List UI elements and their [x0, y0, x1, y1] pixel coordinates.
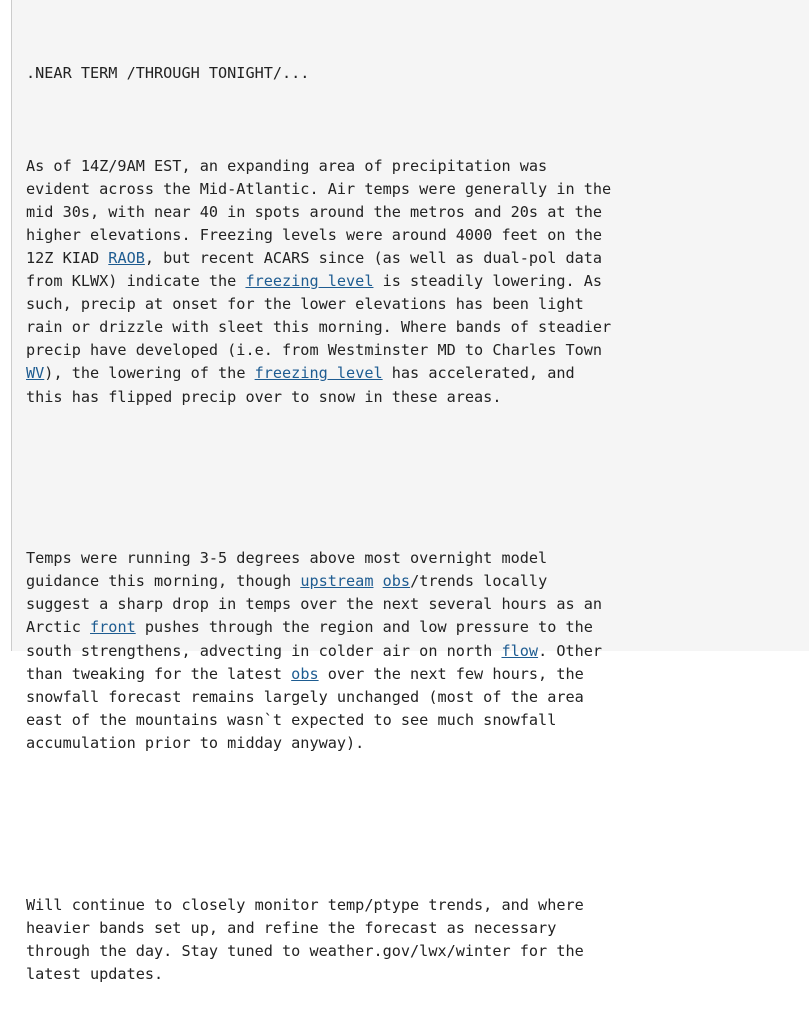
- paragraph-gap: [26, 801, 611, 824]
- paragraph-gap: [26, 455, 611, 478]
- obs-link-2[interactable]: obs: [291, 664, 319, 683]
- discussion-panel: [11, 0, 809, 983]
- wv-link[interactable]: WV: [26, 364, 45, 383]
- front-link[interactable]: front: [90, 618, 136, 637]
- freezing-level-link[interactable]: freezing level: [245, 272, 374, 291]
- forecast-discussion-text: [26, 16, 611, 1032]
- paragraph-2: Temps were running 3-5 degrees above most overnight model guidance this morning, though upstream obs/trends locally suggest a sharp drop in temps over the next several hours as an Arctic front pushes through the region and low pressure to the south strengthens, advecting in colder air on north flow. Other than tweaking for the latest obs over the next few hours, the snowfall forecast remains largely unchanged (most of the area east of the mountains wasn`t expected to see much snowfall accumulation prior to midday anyway).: [26, 549, 603, 752]
- raob-link[interactable]: RAOB: [108, 248, 145, 267]
- flow-link[interactable]: flow: [501, 641, 539, 660]
- section-header: .NEAR TERM /THROUGH TONIGHT/...: [26, 64, 310, 83]
- paragraph-3: Will continue to closely monitor temp/ptype trends, and where heavier bands set up, and refine the forecast as necessary through the day. Stay tuned to weather.gov/lwx/winter for the latest updates.: [26, 895, 584, 983]
- obs-link[interactable]: obs: [382, 572, 411, 591]
- upstream-link[interactable]: upstream: [300, 572, 374, 591]
- paragraph-1: As of 14Z/9AM EST, an expanding area of precipitation was evident across the Mid-Atlantic. Air temps were generally in the mid 30s, with near 40 in spots around the metros and 20s at the higher elevations. Freezing levels were around 4000 feet on the 12Z KIAD RAOB, but recent ACARS since (as well as dual-pol data from KLWX) indicate the freezing level is steadily lowering. As such, precip at onset for the lower elevations has been light rain or drizzle with sleet this morning. Where bands of steadier precip have developed (i.e. from Westminster MD to Charles Town WV), the lowering of the freezing level has accelerated, and this has flipped precip over to snow in these areas.: [26, 156, 612, 406]
- freezing-level-link-2[interactable]: freezing level: [254, 364, 383, 383]
